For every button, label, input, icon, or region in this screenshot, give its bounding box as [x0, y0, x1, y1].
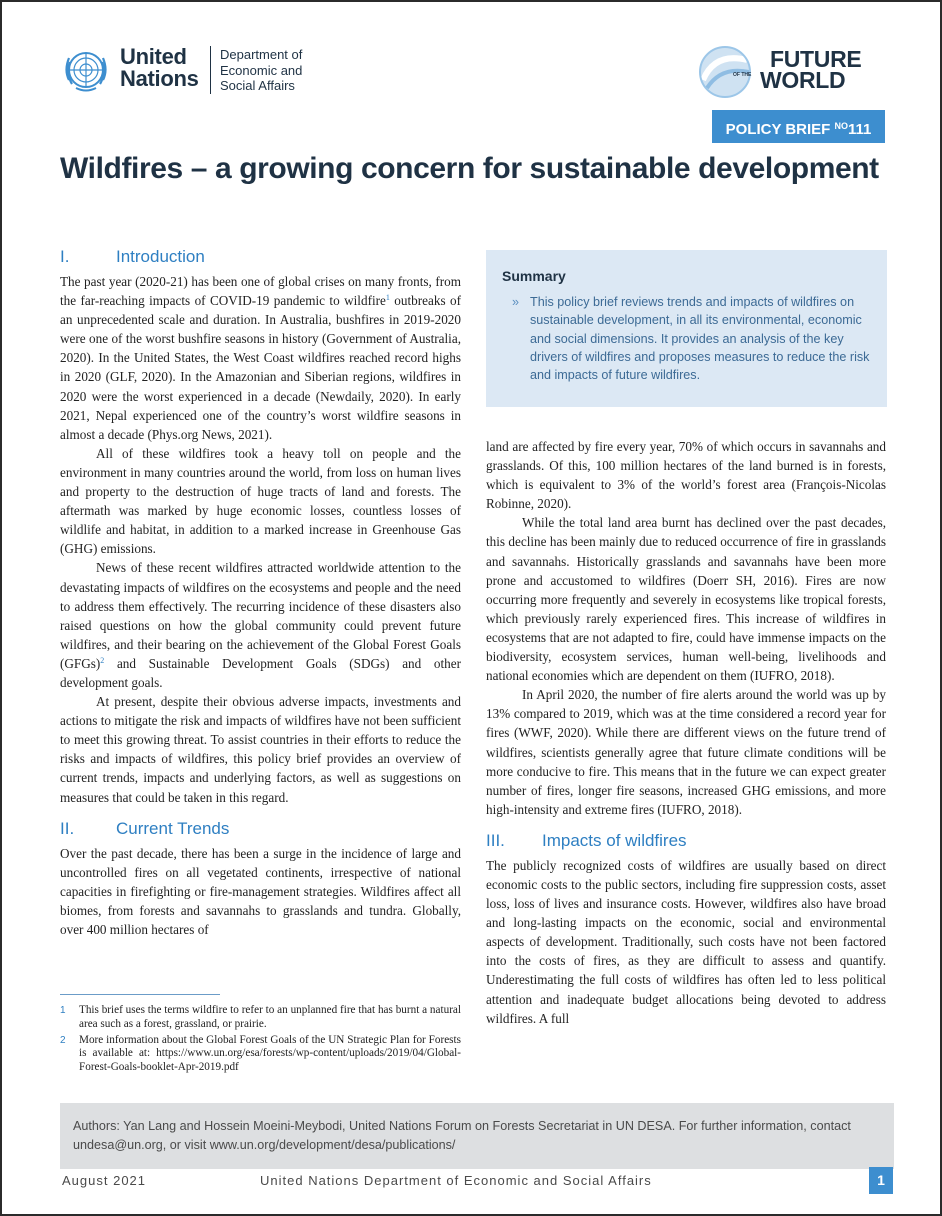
- section-number: III.: [486, 830, 505, 850]
- section-title: Introduction: [116, 247, 205, 266]
- desa-line2: Economic and: [220, 62, 303, 78]
- footnote-rule: [60, 994, 220, 995]
- brief-number: 111: [848, 121, 872, 138]
- intro-paragraph-4: At present, despite their obvious adverse impacts, investments and actions to mitigate the risk and impacts of wildfires have not been sufficient to meet this growing threat. To assist countries in their efforts to reduce the risks and impacts of wildfires, this policy brief provides an overview of current trends, impacts and underlying factors, as well as suggestions on measures that could be taken in this regard.: [60, 694, 461, 805]
- trends-paragraph-1-continued: land are affected by fire every year, 70% of which occurs in savannahs and grasslands. Of this, 100 million hectares of the land burned is in forests, which is equivalent to 3% of the world’s forest area (François-Nicolas Robinne, 2020).: [486, 439, 886, 512]
- text-run: News of these recent wildfires attracted worldwide attention to the devastating impacts of wildfires on the ecosystems and people and the need to address them effectively. The recurring incidence of these disasters also raised questions on how the global community could prevent future wildfires, and their bearing on the achievement of the Global Forest Goals (GFGs): [60, 560, 461, 671]
- summary-box: [486, 250, 887, 407]
- impacts-paragraph-1: The publicly recognized costs of wildfires are usually based on direct economic costs to the public sectors, including fire suppression costs, asset loss, loss of lives and insurance costs. However, wildfires also have broad and long-lasting impacts on the economic, social and environmental aspects of development. Traditionally, such costs have not been factored into the costs of fires, as they are difficult to assess and quantify. Underestimating the full costs of wildfires has often led to less political attention and inadequate budget allocations being devoted to address wildfires. A full: [486, 857, 886, 1026]
- spacer: [60, 807, 461, 817]
- footnote-text: This brief uses the terms wildfire to refer to an unplanned fire that has burnt a natural area such as a forest, grassland, or prairie.: [79, 1004, 461, 1030]
- intro-paragraph-1: [60, 272, 461, 444]
- summary-text: This policy brief reviews trends and impacts of wildfires on sustainable development, in all its environmental, economic and social dimensions. It provides an analysis of the key drivers of wildfires and proposes measures to reduce the risk and impacts of future wildfires.: [530, 295, 870, 383]
- page-number: 1: [869, 1167, 893, 1194]
- intro-paragraph-3: [60, 558, 461, 692]
- footnotes: [60, 1004, 461, 1077]
- footnote-number: 1: [60, 1005, 66, 1016]
- un-wordmark-line1: United: [120, 44, 187, 69]
- authors-box: Authors: Yan Lang and Hossein Moeini-Meybodi, United Nations Forum on Forests Secretariat in UN DESA. For further information, contact undesa@un.org, or visit www.un.org/development/desa/publications/: [60, 1103, 894, 1169]
- policy-brief-badge: [712, 110, 885, 143]
- brief-no: NO: [834, 121, 849, 131]
- desa-line1: Department of: [220, 47, 303, 62]
- footnote-ref-1[interactable]: 1: [385, 293, 390, 303]
- text-run: outbreaks of an unprecedented scale and duration. In Australia, bushfires in 2019-2020 were one of the worst bushfire seasons in history (Government of Australia, 2020). In the United States, the West Coast wildfires reached record highs in 2020 (GLF, 2020). In the Amazonian and Siberian regions, wildfires in 2020 were the worst experienced in a decade (Newdaily, 2020). In early 2021, Nepal experienced one of the country’s worst wildfire seasons in almost a decade (Phys.org News, 2021).: [60, 293, 461, 442]
- page-title: Wildfires – a growing concern for sustainable development: [60, 152, 879, 185]
- section-heading-impacts: [486, 829, 886, 853]
- spacer: [486, 819, 886, 829]
- intro-paragraph-2: All of these wildfires took a heavy toll on people and the environment in many countries around the world, from loss on human lives and property to the destruction of huge tracts of land and forests. The aftermath was marked by huge economic losses, countless losses of wildlife and habitat, in addition to a marked increase in Greenhouse Gas (GHG) emissions.: [60, 445, 461, 557]
- trends-paragraph-1: Over the past decade, there has been a surge in the incidence of large and uncontrolled fires on all vegetated continents, irrespective of national capacities in firefighting or fire-management strategies. Wildfires affect all biomes, from forests and savannahs to grasslands and tundra. Globally, over 400 million hectares of: [60, 845, 461, 937]
- section-number: I.: [60, 247, 70, 266]
- footer-organization: United Nations Department of Economic and Social Affairs: [260, 1173, 652, 1188]
- section-title: Impacts of wildfires: [542, 830, 687, 850]
- bullet-chevron-icon: »: [512, 295, 520, 309]
- fw-wordmark-future: FUTURE: [770, 46, 862, 72]
- footer-date: August 2021: [62, 1173, 147, 1188]
- brief-label: POLICY BRIEF: [725, 121, 835, 138]
- right-column: [486, 437, 886, 1028]
- header-divider: [210, 46, 211, 94]
- text-run: The past year (2020-21) has been one of global crises on many fronts, from the far-reaching impacts of COVID-19 pandemic to wildfire: [60, 274, 461, 309]
- left-column: [60, 245, 461, 939]
- footnote-1: [60, 1004, 461, 1032]
- fw-wordmark-world: WORLD: [760, 67, 846, 93]
- un-wordmark: [120, 46, 199, 90]
- footnote-text[interactable]: More information about the Global Forest Goals of the UN Strategic Plan for Forests is available at: https://www.un.org/esa/forests/wp-content/uploads/2019/04/Global-Forest-Goals-booklet-Apr-2019.pdf: [79, 1033, 461, 1074]
- section-title: Current Trends: [116, 818, 230, 838]
- footnote-number: 2: [60, 1034, 66, 1046]
- footnote-ref-2[interactable]: 2: [100, 655, 105, 665]
- text-run: and Sustainable Development Goals (SDGs) and other development goals.: [60, 655, 461, 690]
- un-emblem-icon: [60, 44, 112, 96]
- summary-heading: Summary: [502, 268, 566, 284]
- section-heading-current-trends: [60, 817, 461, 841]
- section-number: II.: [60, 818, 75, 838]
- trends-paragraph-3: In April 2020, the number of fire alerts around the world was up by 13% compared to 2019, which was at the time considered a record year for fires (WWF, 2020). While there are different views on the future trend of wildfires, scientists generally agree that future climate conditions will be more conducive to fire. This means that in the future we can expect greater number of fires, longer fire seasons, increased GHG emissions, and more high-intensity and extreme fires (IUFRO, 2018).: [486, 687, 886, 817]
- un-wordmark-line2: Nations: [120, 66, 199, 91]
- summary-bullet: [502, 293, 871, 384]
- trends-paragraph-2: While the total land area burnt has declined over the past decades, this decline has been mainly due to reduced occurrence of fire in grasslands and savannahs. Historically grasslands and savannahs have been more prone and accustomed to wildfires (Doerr SH, 2016). Fires are now occurring more frequently and severely in ecosystems like tropical forests, which previously rarely experienced fires. This increase of wildfires in ecosystems that are not adapted to fire, could have immense impacts on the biodiversity, ecosystem services, human well-being, livelihoods and national economies which are dependent on them (IUFRO, 2018).: [486, 515, 886, 684]
- fw-wordmark-of-the: OF THE: [733, 72, 752, 78]
- section-heading-introduction: [60, 245, 461, 269]
- footnote-2: [60, 1034, 461, 1075]
- desa-label: [220, 47, 302, 94]
- desa-line3: Social Affairs: [220, 78, 295, 93]
